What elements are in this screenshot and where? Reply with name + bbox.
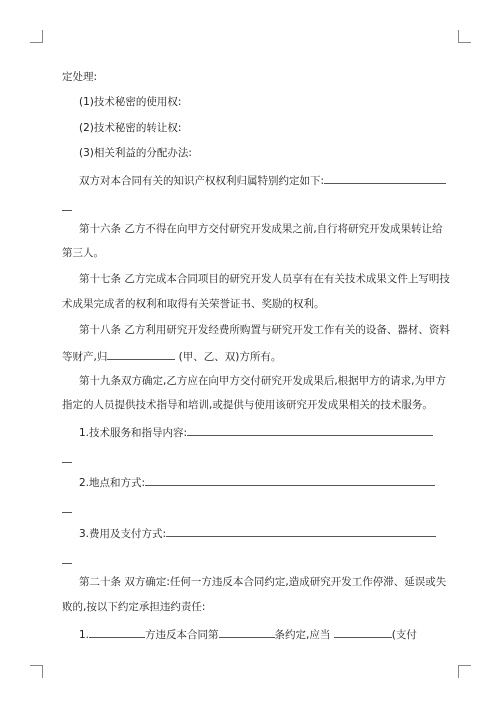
- text-line: 第十六条 乙方不得在向甲方交付研究开发成果之前,自行将研究开发成果转让给: [79, 223, 443, 235]
- text-line: 第十七条 乙方完成本合同项目的研究开发人员享有在有关技术成果文件上写明技: [79, 273, 450, 285]
- text-line: 第三人。: [62, 247, 104, 259]
- text-line: (2)技术秘密的转让权:: [79, 122, 182, 134]
- fill-blank: [324, 172, 446, 184]
- text-line: 指定的人员提供技术指导和培训,或提供与使用该研究开发成果相关的技术服务。: [62, 399, 433, 411]
- fill-blank: [334, 626, 392, 638]
- fill-blank: [145, 474, 435, 486]
- clause-text: 条约定,应当: [274, 629, 331, 641]
- text-line: [79, 172, 446, 188]
- text-line: [79, 424, 433, 440]
- text-line: 第十八条 乙方利用研究开发经费所购置与研究开发工作有关的设备、器材、资料: [79, 324, 450, 336]
- text-line: [62, 348, 281, 364]
- fill-blank: [219, 626, 275, 638]
- text-line: (3)相关利益的分配办法:: [79, 147, 192, 159]
- crop-mark-top-right: [458, 30, 471, 43]
- fill-blank: [89, 626, 145, 638]
- clause-text: 2.地点和方式:: [79, 477, 146, 489]
- clause-text: 1.技术服务和指导内容:: [79, 427, 188, 439]
- fill-blank-tail: [62, 511, 72, 513]
- text-line: 败的,按以下约定承担违约责任:: [62, 601, 206, 613]
- text-line: [79, 626, 417, 642]
- text-line: [79, 474, 435, 490]
- clause-text: 1.: [79, 629, 90, 641]
- clause-text: (甲、乙、双)方所有。: [175, 351, 282, 363]
- crop-mark-bottom-left: [30, 665, 43, 678]
- text-line: (1)技术秘密的使用权:: [79, 96, 182, 108]
- fill-blank: [166, 525, 436, 537]
- clause-text: 3.费用及支付方式:: [79, 528, 167, 540]
- clause-text: 方违反本合同第: [145, 629, 219, 641]
- crop-mark-top-left: [30, 30, 43, 43]
- fill-blank: [187, 424, 433, 436]
- crop-mark-bottom-right: [458, 665, 471, 678]
- text-line: 定处理:: [62, 71, 98, 83]
- text-line: 术成果完成者的权利和取得有关荣誉证书、奖励的权利。: [62, 298, 325, 310]
- text-line: 第二十条 双方确定:任何一方违反本合同约定,造成研究开发工作停滞、延误或失: [79, 576, 447, 588]
- clause-text: 等财产,归: [62, 351, 108, 363]
- clause-text: 双方对本合同有关的知识产权权利归属特别约定如下:: [79, 175, 325, 187]
- fill-blank-tail: [62, 209, 72, 211]
- text-line: [79, 525, 436, 541]
- clause-text: (支付: [391, 629, 417, 641]
- text-line: 第十九条双方确定,乙方应在向甲方交付研究开发成果后,根据甲方的请求,为甲方: [79, 375, 447, 387]
- fill-blank-tail: [62, 562, 72, 564]
- fill-blank: [107, 348, 175, 360]
- fill-blank-tail: [62, 461, 72, 463]
